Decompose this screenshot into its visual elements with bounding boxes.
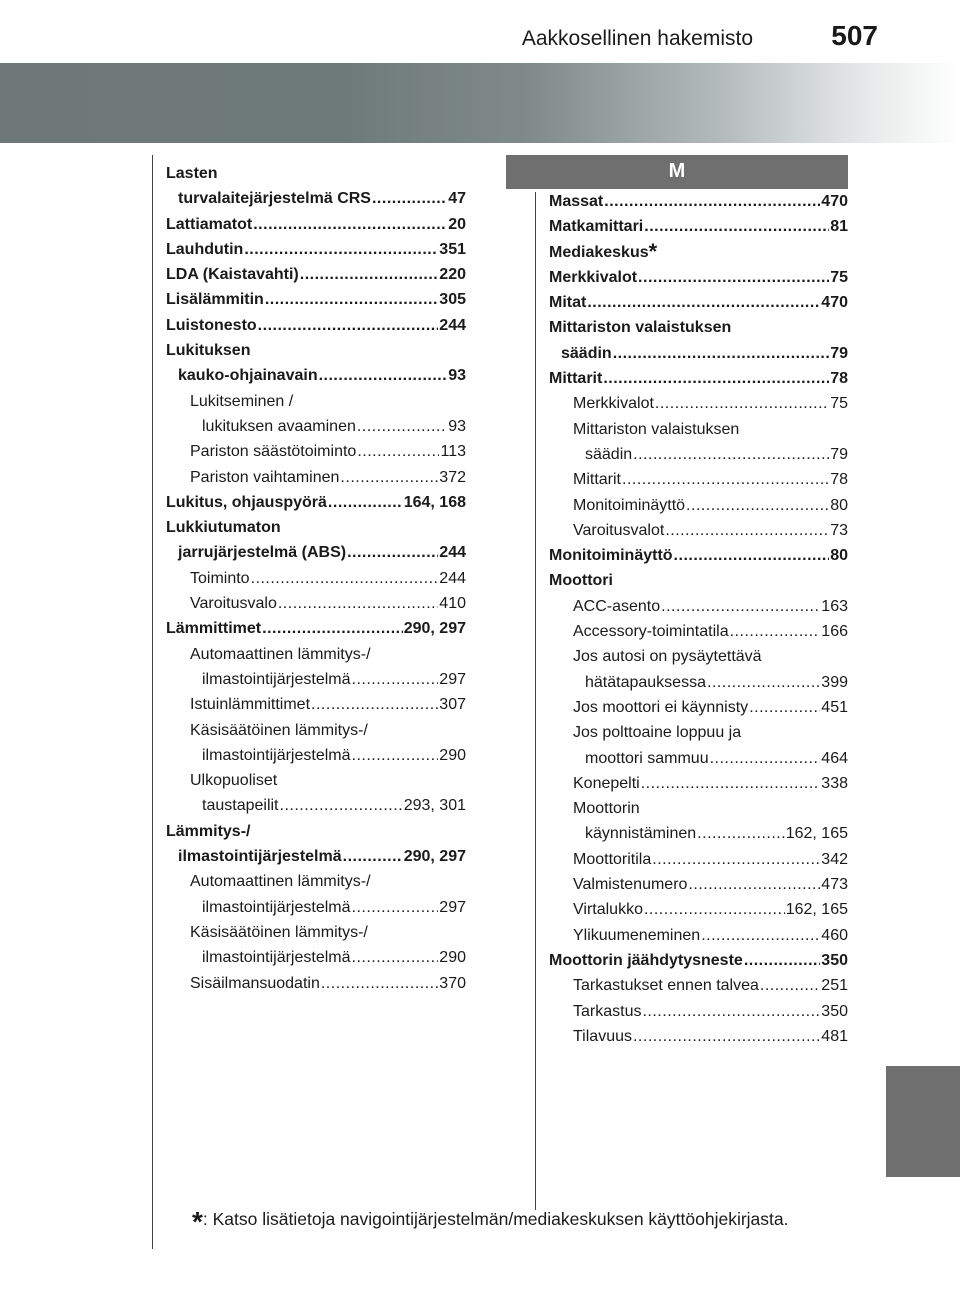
dot-leader	[644, 214, 829, 239]
dot-leader	[251, 566, 439, 591]
page-reference: 162, 165	[785, 825, 848, 843]
entry-text: LDA (Kaistavahti)	[166, 266, 299, 284]
page-reference: 75	[830, 395, 848, 413]
dot-leader	[707, 670, 820, 695]
entry-text: Sisäilmansuodatin	[190, 974, 320, 992]
index-entry	[166, 616, 466, 641]
index-entry	[549, 897, 848, 922]
entry-text: kauko-ohjainavain	[178, 367, 318, 385]
index-entry	[166, 262, 466, 287]
index-entry	[166, 718, 466, 743]
entry-text: Jos autosi on pysäytettävä	[573, 648, 762, 666]
index-entry	[166, 945, 466, 970]
page-reference: 163	[821, 597, 848, 615]
entry-text: Moottori	[549, 572, 613, 590]
dot-leader	[665, 518, 829, 543]
footnote-marker: *	[192, 1206, 203, 1237]
entry-text: turvalaitejärjestelmä CRS	[178, 190, 371, 208]
page-reference: 93	[448, 417, 466, 435]
index-entry	[549, 746, 848, 771]
entry-text: Luistonesto	[166, 316, 257, 334]
index-entry	[549, 391, 848, 416]
page-reference: 399	[821, 673, 848, 691]
index-entry	[549, 214, 848, 239]
dot-leader	[357, 414, 447, 439]
page-reference: 350	[821, 951, 848, 969]
entry-text: Mittariston valaistuksen	[573, 420, 740, 438]
entry-text: taustapeilit	[202, 797, 279, 815]
dot-leader	[749, 695, 820, 720]
index-entry	[549, 568, 848, 593]
entry-text: Tarkastus	[573, 1002, 642, 1020]
dot-leader	[644, 897, 785, 922]
entry-text: Lauhdutin	[166, 240, 244, 258]
index-entry	[166, 591, 466, 616]
entry-text: Istuinlämmittimet	[190, 696, 311, 714]
page-reference: 290, 297	[403, 848, 466, 866]
entry-text: Moottorin	[573, 800, 640, 818]
index-entry	[166, 869, 466, 894]
section-title: Aakkosellinen hakemisto	[521, 27, 753, 50]
page-reference: 79	[830, 445, 848, 463]
entry-text: Moottorin jäähdytysneste	[549, 951, 743, 969]
page-reference: 297	[439, 898, 466, 916]
index-entry	[549, 543, 848, 568]
index-entry	[549, 290, 848, 315]
index-letter-header: M	[506, 155, 848, 189]
page-reference: 220	[439, 266, 466, 284]
entry-text: Lämmittimet	[166, 620, 262, 638]
entry-text: Monitoiminäyttö	[573, 496, 686, 514]
dot-leader	[352, 743, 439, 768]
page-reference: 164, 168	[403, 493, 466, 511]
dot-leader	[655, 391, 829, 416]
page-reference: 47	[448, 190, 466, 208]
entry-text: Lasten	[166, 165, 218, 182]
index-entry	[549, 1024, 848, 1049]
page-reference: 338	[821, 774, 848, 792]
page-reference: 79	[830, 344, 848, 362]
entry-text: Varoitusvalo	[190, 595, 277, 613]
page-reference: 470	[821, 193, 848, 210]
dot-leader	[262, 616, 403, 641]
page-reference: 162, 165	[785, 901, 848, 919]
entry-text: Valmistenumero	[573, 876, 688, 894]
entry-text: säädin	[561, 344, 612, 362]
page-reference: 470	[821, 294, 848, 312]
index-entry: Mediakeskus *	[549, 238, 658, 264]
entry-text: Merkkivalot	[549, 268, 638, 286]
entry-text: säädin	[585, 445, 633, 463]
index-entry	[549, 442, 848, 467]
index-entry	[549, 467, 848, 492]
index-entry	[166, 793, 466, 818]
dot-leader	[603, 366, 829, 391]
dot-leader	[613, 341, 830, 366]
entry-text: Konepelti	[573, 774, 640, 792]
entry-text: ilmastointijärjestelmä	[178, 848, 342, 866]
page-reference: 78	[830, 370, 848, 388]
page-reference: 73	[830, 521, 848, 539]
footnote-text: : Katso lisätietoja navigointijärjestelmän/mediakeskuksen käyttöohjekirjasta.	[202, 1209, 789, 1229]
column-rule-left	[152, 155, 153, 1249]
page-number: 507	[831, 20, 878, 51]
index-entry	[166, 161, 466, 186]
entry-text: Pariston vaihtaminen	[190, 468, 340, 486]
entry-text: Lukituksen	[166, 342, 251, 360]
dot-leader	[697, 821, 785, 846]
entry-text: Käsisäätöinen lämmitys-/	[190, 923, 368, 941]
entry-text: hätätapauksessa	[585, 673, 706, 691]
page-reference: 410	[439, 595, 466, 613]
page-header	[0, 0, 960, 62]
index-entry	[166, 515, 466, 540]
entry-text: Lukkiutumaton	[166, 519, 281, 537]
index-entry	[549, 619, 848, 644]
page-reference: 460	[821, 926, 848, 944]
page-reference: 293, 301	[403, 797, 466, 815]
entry-text: Mittariston valaistuksen	[549, 319, 732, 337]
entry-text: Massat	[549, 193, 604, 210]
index-entry	[166, 490, 466, 515]
entry-text: ilmastointijärjestelmä	[202, 949, 351, 967]
dot-leader	[253, 212, 447, 237]
dot-leader	[641, 771, 821, 796]
index-entry	[549, 973, 848, 998]
page-reference: 451	[821, 698, 848, 716]
entry-text: Ulkopuoliset	[190, 772, 278, 790]
index-entry	[166, 237, 466, 262]
index-entry	[166, 566, 466, 591]
index-entry	[166, 971, 466, 996]
page-reference: 297	[439, 670, 466, 688]
entry-text: Lattiamatot	[166, 215, 253, 233]
dot-leader	[340, 465, 438, 490]
entry-text: ilmastointijärjestelmä	[202, 746, 351, 764]
page-reference: 464	[821, 749, 848, 767]
entry-text: Lämmitys-/	[166, 822, 251, 840]
dot-leader	[744, 948, 820, 973]
page-reference: 244	[439, 544, 466, 562]
entry-text: Accessory-toimintatila	[573, 623, 729, 641]
index-entry	[166, 389, 466, 414]
dot-leader	[352, 667, 439, 692]
page-reference: 372	[439, 468, 466, 486]
dot-leader	[642, 999, 820, 1024]
entry-text: Jos polttoaine loppuu ja	[573, 724, 742, 742]
page-reference: 350	[821, 1002, 848, 1020]
entry-text: Ylikuumeneminen	[573, 926, 701, 944]
index-entry	[549, 720, 848, 745]
index-entry	[166, 465, 466, 490]
page-reference: 290	[439, 746, 466, 764]
index-entry	[549, 265, 848, 290]
index-entry	[166, 768, 466, 793]
footnote	[192, 1206, 872, 1238]
dot-leader	[311, 692, 438, 717]
dot-leader	[701, 923, 820, 948]
dot-leader	[730, 619, 821, 644]
entry-text: käynnistäminen	[585, 825, 697, 843]
page-reference: 81	[830, 218, 848, 236]
dot-leader	[300, 262, 439, 287]
entry-text: Monitoiminäyttö	[549, 547, 673, 565]
page-reference: 20	[448, 215, 466, 233]
dot-leader	[265, 287, 438, 312]
page-reference: 305	[439, 291, 466, 309]
index-entry	[549, 847, 848, 872]
entry-text: lukituksen avaaminen	[202, 417, 356, 435]
index-entry	[166, 363, 466, 388]
entry-text: ilmastointijärjestelmä	[202, 898, 351, 916]
dot-leader	[319, 363, 448, 388]
index-entry	[549, 872, 848, 897]
dot-leader	[710, 746, 821, 771]
dot-leader	[328, 490, 403, 515]
entry-text: Automaattinen lämmitys-/	[190, 873, 371, 891]
index-entry	[166, 414, 466, 439]
index-entry	[166, 439, 466, 464]
page-reference: 370	[439, 974, 466, 992]
page-reference: 75	[830, 268, 848, 286]
page-reference: 351	[439, 240, 466, 258]
index-entry	[166, 920, 466, 945]
index-column-left	[166, 161, 466, 996]
index-entry	[549, 695, 848, 720]
index-entry	[166, 642, 466, 667]
index-entry	[166, 186, 466, 211]
dot-leader	[638, 265, 829, 290]
entry-text: Käsisäätöinen lämmitys-/	[190, 721, 368, 739]
index-entry	[166, 743, 466, 768]
page-reference: 80	[830, 496, 848, 514]
page-reference: 290	[439, 949, 466, 967]
page-reference: 93	[448, 367, 466, 385]
page-reference: 113	[440, 443, 466, 461]
page-reference: 342	[821, 850, 848, 868]
index-entry	[166, 895, 466, 920]
dot-leader	[686, 493, 829, 518]
dot-leader	[674, 543, 830, 568]
index-entry	[166, 287, 466, 312]
entry-text: Lukitseminen /	[190, 392, 294, 410]
dot-leader	[352, 895, 439, 920]
index-entry	[549, 594, 848, 619]
page-reference: 307	[439, 696, 466, 714]
index-entry	[549, 189, 848, 214]
page-reference: 80	[830, 547, 848, 565]
page-reference: 481	[821, 1027, 848, 1045]
dot-leader	[604, 189, 820, 214]
index-entry	[549, 644, 848, 669]
index-entry	[549, 771, 848, 796]
dot-leader	[688, 872, 820, 897]
entry-text: Mittarit	[549, 370, 603, 388]
entry-text: Matkamittari	[549, 218, 644, 236]
dot-leader	[652, 847, 820, 872]
dot-leader	[622, 467, 829, 492]
entry-text: moottori sammuu	[585, 749, 709, 767]
page-reference: 166	[821, 623, 848, 641]
index-entry	[166, 540, 466, 565]
dot-leader	[760, 973, 820, 998]
index-entry	[549, 315, 848, 340]
dot-leader	[321, 971, 438, 996]
entry-text: Lukitus, ohjauspyörä	[166, 493, 327, 511]
dot-leader	[357, 439, 439, 464]
dot-leader	[278, 591, 438, 616]
dot-leader	[633, 1024, 820, 1049]
dot-leader	[587, 290, 820, 315]
index-entry	[166, 844, 466, 869]
entry-text: Lisälämmitin	[166, 291, 264, 309]
index-entry	[166, 819, 466, 844]
entry-text: Pariston säästötoiminto	[190, 443, 357, 461]
dot-leader	[661, 594, 820, 619]
entry-text: jarrujärjestelmä (ABS)	[178, 544, 347, 562]
entry-text: Virtalukko	[573, 901, 643, 919]
column-rule-middle	[535, 192, 536, 1210]
index-entry	[549, 821, 848, 846]
entry-text: Mittarit	[573, 471, 621, 489]
dot-leader	[347, 540, 438, 565]
index-entry	[549, 366, 848, 391]
page-reference: 251	[821, 977, 848, 995]
page-reference: 473	[821, 876, 848, 894]
dot-leader	[343, 844, 403, 869]
entry-text: Jos moottori ei käynnisty	[573, 698, 749, 716]
index-entry	[549, 948, 848, 973]
dot-leader	[258, 313, 439, 338]
index-entry	[549, 923, 848, 948]
index-entry	[549, 999, 848, 1024]
entry-text: Tarkastukset ennen talvea	[573, 977, 759, 995]
index-entry	[166, 313, 466, 338]
index-entry	[166, 212, 466, 237]
index-entry	[549, 670, 848, 695]
entry-text: Merkkivalot	[573, 395, 654, 413]
dot-leader	[280, 793, 403, 818]
index-entry	[549, 417, 848, 442]
entry-text: ACC-asento	[573, 597, 661, 615]
dot-leader	[352, 945, 439, 970]
index-entry	[166, 667, 466, 692]
index-entry	[549, 796, 848, 821]
page-reference: 244	[439, 316, 466, 334]
entry-text: Moottoritila	[573, 850, 652, 868]
index-entry	[549, 518, 848, 543]
entry-text: Mitat	[549, 294, 587, 312]
header-gradient-band	[0, 63, 960, 143]
page-reference: 290, 297	[403, 620, 466, 638]
entry-text: Mediakeskus	[549, 243, 649, 261]
index-column-right	[549, 189, 848, 1049]
index-entry	[166, 692, 466, 717]
entry-text: Toiminto	[190, 569, 250, 587]
entry-text: Tilavuus	[573, 1027, 632, 1045]
index-entry	[166, 338, 466, 363]
dot-leader	[372, 186, 447, 211]
entry-text: Varoitusvalot	[573, 521, 665, 539]
entry-text: ilmastointijärjestelmä	[202, 670, 351, 688]
page-reference: 244	[439, 569, 466, 587]
entry-text: Automaattinen lämmitys-/	[190, 645, 371, 663]
page-reference: 78	[830, 471, 848, 489]
dot-leader	[244, 237, 438, 262]
index-entry	[549, 341, 848, 366]
chapter-thumb-tab	[886, 1066, 960, 1177]
dot-leader	[633, 442, 829, 467]
index-entry	[549, 493, 848, 518]
